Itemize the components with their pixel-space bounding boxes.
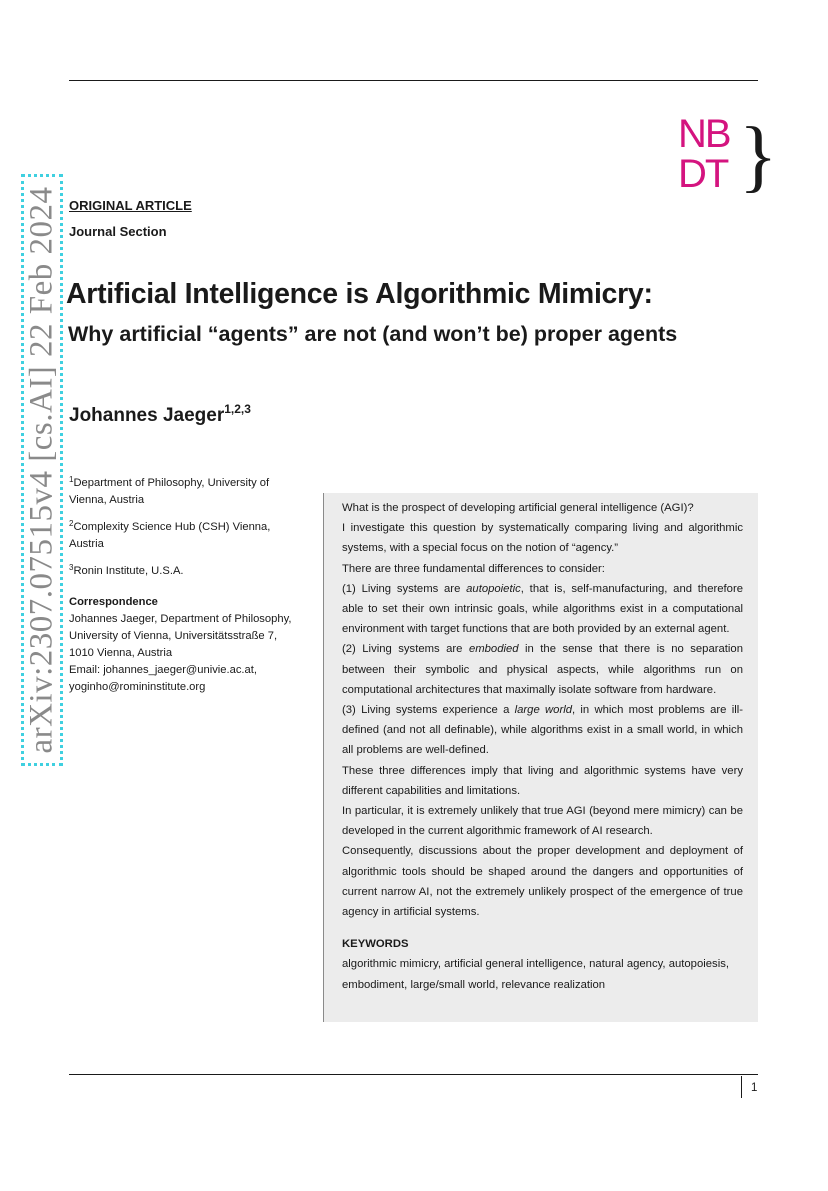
journal-logo <box>678 112 778 200</box>
correspondence-address: Johannes Jaeger, Department of Philosophy, University of Vienna, Universitätsstraße 7, 1010 Vienna, Austria <box>69 613 292 659</box>
abstract-emphasis: autopoietic <box>466 582 521 595</box>
correspondence-email[interactable]: Email: johannes_jaeger@univie.ac.at, yoginho@romininstitute.org <box>69 664 257 693</box>
keywords-list: algorithmic mimicry, artificial general intelligence, natural agency, autopoiesis, embodiment, large/small world, relevance realization <box>342 958 729 991</box>
abstract-text: (2) Living systems are <box>342 643 469 656</box>
correspondence-heading: Correspondence <box>69 596 158 608</box>
keywords-heading: KEYWORDS <box>342 938 409 951</box>
abstract-text: in the sense that there is no separation between their symbolic and physical aspects, while algorithms run on computational architectures that maximally isolate software from hardware. <box>342 643 743 696</box>
journal-section: Journal Section <box>69 224 167 239</box>
abstract-emphasis: embodied <box>468 643 519 656</box>
abstract-emphasis: large world <box>514 704 573 717</box>
abstract-paragraph <box>342 700 743 761</box>
arxiv-stamp[interactable] <box>21 174 63 766</box>
affiliation-text: Complexity Science Hub (CSH) Vienna, Austria <box>69 521 271 550</box>
affiliation-3 <box>69 559 299 580</box>
author <box>69 402 251 427</box>
affiliation-2 <box>69 515 299 553</box>
paper-subtitle: Why artificial “agents” are not (and won’t be) proper agents <box>68 322 678 346</box>
author-name: Johannes Jaeger <box>69 405 225 426</box>
abstract-box <box>323 493 758 1022</box>
abstract-paragraph: In particular, it is extremely unlikely that true AGI (beyond mere mimicry) can be developed in the current algorithmic framework of AI research. <box>342 805 743 838</box>
abstract-paragraph <box>342 579 743 640</box>
arxiv-stamp-text: arXiv:2307.07515v4 [cs.AI] 22 Feb 2024 <box>23 186 60 754</box>
paper-title: Artificial Intelligence is Algorithmic Mimicry: <box>66 278 653 310</box>
affiliation-mark: 3 <box>69 563 74 572</box>
abstract-text: (1) Living systems are <box>342 582 467 595</box>
article-type: ORIGINAL ARTICLE <box>69 198 192 213</box>
affiliation-text: Ronin Institute, U.S.A. <box>73 565 184 577</box>
abstract-text: (3) Living systems experience a <box>342 704 515 717</box>
abstract-paragraph: I investigate this question by systematically comparing living and algorithmic systems, with a special focus on the notion of “agency.” <box>342 522 743 555</box>
author-affiliation-marks: 1,2,3 <box>224 402 251 416</box>
affiliation-mark: 1 <box>69 475 74 484</box>
logo-brace: } <box>739 112 778 200</box>
affiliation-text: Department of Philosophy, University of Vienna, Austria <box>69 477 270 506</box>
abstract-text: , in which most problems are ill-defined (and not all definable), while algorithms exist in a small world, in which all problems are well-defined. <box>342 704 743 757</box>
bottom-rule <box>69 1074 758 1075</box>
abstract-text: , that is, self-manufacturing, and therefore able to set their own intrinsic goals, while algorithms exist in a computational environment with target functions that are both provided by an external agent. <box>342 582 743 636</box>
page-number: 1 <box>741 1076 757 1098</box>
abstract-paragraph: Consequently, discussions about the proper development and deployment of algorithmic tools should be shaped around the dangers and opportunities of current narrow AI, not the extremely unlikely prospect of the emergence of true agency in artificial systems. <box>342 845 743 919</box>
top-rule <box>69 80 758 81</box>
abstract-paragraph: There are three fundamental differences to consider: <box>342 562 605 575</box>
affiliations-column <box>69 471 299 696</box>
logo-line-2: DT <box>678 152 728 196</box>
affiliation-mark: 2 <box>69 519 74 528</box>
affiliation-1 <box>69 471 299 509</box>
abstract-paragraph: These three differences imply that living and algorithmic systems have very different capabilities and limitations. <box>342 764 743 797</box>
abstract-paragraph: What is the prospect of developing artificial general intelligence (AGI)? <box>342 502 694 514</box>
abstract-paragraph <box>342 639 743 700</box>
logo-line-1: NB <box>678 112 730 156</box>
